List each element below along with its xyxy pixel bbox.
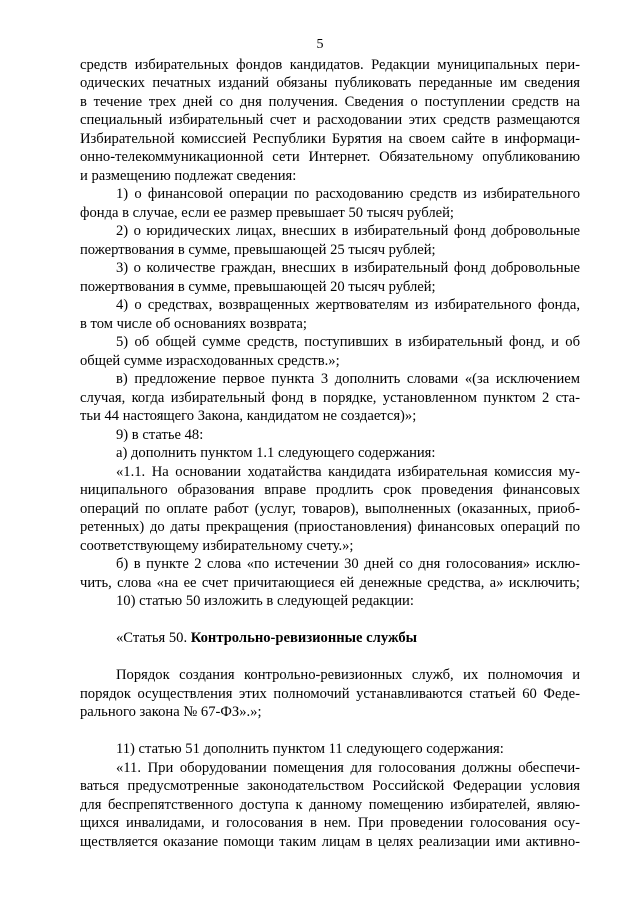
text-line: и размещению подлежат сведения: <box>80 168 297 184</box>
text-line: ваться предусмотренные законодательством Российской Федерации условия <box>80 778 580 794</box>
text-line: онно-телекоммуникационной сети Интернет. Обязательному опубликованию <box>80 149 580 165</box>
text-line: порядок осуществления этих полномочий устанавливаются статьей 60 Феде- <box>80 686 580 702</box>
text-line: «1.1. На основании ходатайства кандидата избирательная комиссия му- <box>116 464 580 480</box>
page-number: 5 <box>316 37 324 52</box>
text-line: 3) о количестве граждан, внесших в избирательный фонд добровольные <box>116 260 580 276</box>
text-line: а) дополнить пунктом 1.1 следующего содержания: <box>116 445 436 461</box>
text-line: 4) о средствах, возвращенных жертвователям из избирательного фонда, <box>116 297 580 313</box>
text-line: в течение трех дней со дня получения. Сведения о поступлении средств на <box>80 94 580 110</box>
text-line: 10) статью 50 изложить в следующей редакции: <box>116 593 414 609</box>
text-line: Порядок создания контрольно-ревизионных служб, их полномочия и <box>116 667 580 683</box>
text-line: пожертвования в сумме, превышающей 20 тысяч рублей; <box>80 279 436 295</box>
text-line: соответствующему избирательному счету.»; <box>80 538 354 554</box>
text-line: в) предложение первое пункта 3 дополнить словами «(за исключением <box>116 371 580 387</box>
text-line: фонда в случае, если ее размер превышает 50 тысяч рублей; <box>80 205 454 221</box>
text-line: для беспрепятственного доступа к данному помещению избирателей, являю- <box>80 797 580 813</box>
text-line: б) в пункте 2 слова «по истечении 30 дней со дня голосования» исклю- <box>116 556 580 572</box>
text-line: 1) о финансовой операции по расходованию средств из избирательного <box>116 186 580 202</box>
text-line: ретенных) до даты прекращения (приостановления) финансовых операций по <box>80 519 580 535</box>
text-line: 5) об общей сумме средств, поступивших в избирательный фонд, и об <box>116 334 580 350</box>
text-line: случая, когда избирательный фонд в порядке, установленном пунктом 2 ста- <box>80 390 580 406</box>
text-line: пожертвования в сумме, превышающей 25 тысяч рублей; <box>80 242 436 258</box>
text-line: в том числе об основаниях возврата; <box>80 316 307 332</box>
text-line: «11. При оборудовании помещения для голосования должны обеспечи- <box>116 760 580 776</box>
text-line: Избирательной комиссией Республики Бурятия на своем сайте в информаци- <box>80 131 580 147</box>
text-line: 9) в статье 48: <box>116 427 204 443</box>
text-line: ществляется оказание помощи таким лицам в целях реализации ими активно- <box>80 834 580 850</box>
text-line: 11) статью 51 дополнить пунктом 11 следующего содержания: <box>116 741 504 757</box>
article-heading-prefix: «Статья 50. <box>116 630 191 646</box>
text-line: средств избирательных фондов кандидатов. Редакции муниципальных пери- <box>80 57 580 73</box>
text-line: рального закона № 67-ФЗ».»; <box>80 704 262 720</box>
article-heading <box>116 629 580 647</box>
text-line: общей сумме израсходованных средств.»; <box>80 353 340 369</box>
text-line: ниципального образования вправе продлить срок проведения финансовых <box>80 482 580 498</box>
text-line: специальный избирательный счет и расходовании этих средств размещаются <box>80 112 580 128</box>
text-line: 2) о юридических лицах, внесших в избирательный фонд добровольные <box>116 223 580 239</box>
article-heading-title: Контрольно-ревизионные службы <box>190 630 418 646</box>
text-line: тьи 44 настоящего Закона, кандидатом не создается)»; <box>80 408 417 424</box>
text-line: щихся инвалидами, и голосования в нем. При проведении голосования осу- <box>80 815 580 831</box>
text-line: одических печатных изданий обязаны публиковать переданные им сведения <box>80 75 580 91</box>
text-line: операций по оплате работ (услуг, товаров), выполненных (оказанных, приоб- <box>80 501 580 517</box>
text-line: чить, слова «на ее счет причитающиеся ей денежные средства, а» исключить; <box>80 575 580 591</box>
